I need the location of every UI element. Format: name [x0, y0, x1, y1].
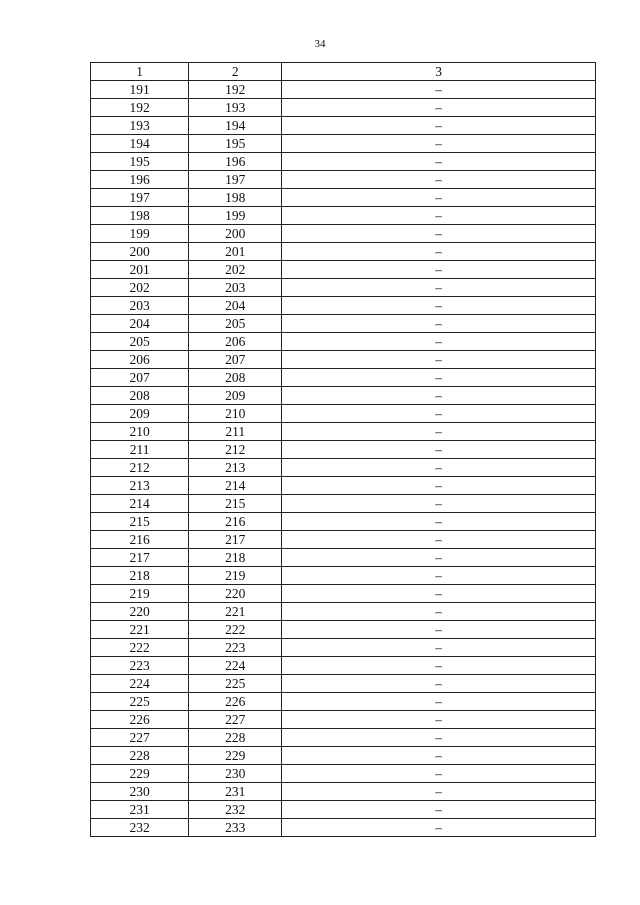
table-row	[91, 819, 596, 837]
table-cell-col-3: –	[282, 315, 596, 333]
table-row	[91, 603, 596, 621]
table-cell-col-3: –	[282, 801, 596, 819]
table-row	[91, 675, 596, 693]
page-number: 34	[314, 38, 326, 50]
table-row	[91, 135, 596, 153]
table-cell-col-2: 216	[189, 513, 282, 531]
table-cell-col-3: –	[282, 99, 596, 117]
table-row	[91, 639, 596, 657]
table-cell-col-1: 224	[91, 675, 189, 693]
table-row	[91, 351, 596, 369]
table-cell-col-1: 195	[91, 153, 189, 171]
table-cell-col-1: 198	[91, 207, 189, 225]
table-cell-col-1: 216	[91, 531, 189, 549]
table-row	[91, 81, 596, 99]
table-cell-col-3: –	[282, 333, 596, 351]
table-row	[91, 729, 596, 747]
table-cell-col-3: –	[282, 639, 596, 657]
table-cell-col-2: 218	[189, 549, 282, 567]
table-cell-col-3: –	[282, 423, 596, 441]
table-header-row	[91, 63, 596, 81]
table-cell-col-2: 197	[189, 171, 282, 189]
table-cell-col-2: 206	[189, 333, 282, 351]
table-cell-col-1: 208	[91, 387, 189, 405]
table-cell-col-3: –	[282, 369, 596, 387]
table-cell-col-3: –	[282, 747, 596, 765]
table-cell-col-3: –	[282, 711, 596, 729]
table-cell-col-2: 224	[189, 657, 282, 675]
table-cell-col-1: 200	[91, 243, 189, 261]
table-cell-col-3: –	[282, 207, 596, 225]
table-row	[91, 783, 596, 801]
table-cell-col-3: –	[282, 261, 596, 279]
table-cell-col-1: 219	[91, 585, 189, 603]
table-cell-col-3: –	[282, 765, 596, 783]
table-cell-col-2: 203	[189, 279, 282, 297]
table-cell-col-2: 217	[189, 531, 282, 549]
table-cell-col-1: 201	[91, 261, 189, 279]
table-cell-col-3: –	[282, 405, 596, 423]
table-row	[91, 315, 596, 333]
table-row	[91, 459, 596, 477]
table-cell-col-3: –	[282, 135, 596, 153]
table-cell-col-3: –	[282, 513, 596, 531]
table-cell-col-2: 214	[189, 477, 282, 495]
table-cell-col-2: 223	[189, 639, 282, 657]
table-row	[91, 621, 596, 639]
table-cell-col-3: –	[282, 495, 596, 513]
table-row	[91, 495, 596, 513]
table-cell-col-1: 210	[91, 423, 189, 441]
table-cell-col-3: –	[282, 819, 596, 837]
table-cell-col-2: 226	[189, 693, 282, 711]
table-row	[91, 531, 596, 549]
table-cell-col-3: –	[282, 693, 596, 711]
table-cell-col-2: 232	[189, 801, 282, 819]
table-cell-col-3: –	[282, 117, 596, 135]
table-cell-col-2: 228	[189, 729, 282, 747]
table-cell-col-1: 217	[91, 549, 189, 567]
table-row	[91, 765, 596, 783]
table-row	[91, 117, 596, 135]
table-cell-col-3: –	[282, 783, 596, 801]
table-row	[91, 207, 596, 225]
table-cell-col-1: 226	[91, 711, 189, 729]
table-cell-col-2: 198	[189, 189, 282, 207]
table-cell-col-1: 227	[91, 729, 189, 747]
table-cell-col-2: 193	[189, 99, 282, 117]
table-cell-col-1: 202	[91, 279, 189, 297]
table-cell-col-2: 211	[189, 423, 282, 441]
table-cell-col-2: 195	[189, 135, 282, 153]
table-row	[91, 549, 596, 567]
table-cell-col-2: 209	[189, 387, 282, 405]
table-cell-col-1: 213	[91, 477, 189, 495]
table-cell-col-2: 200	[189, 225, 282, 243]
table-cell-col-2: 221	[189, 603, 282, 621]
table-cell-col-3: –	[282, 531, 596, 549]
table-cell-col-1: 221	[91, 621, 189, 639]
table-cell-col-2: 210	[189, 405, 282, 423]
table-cell-col-1: 230	[91, 783, 189, 801]
table-cell-col-1: 211	[91, 441, 189, 459]
table-cell-col-2: 196	[189, 153, 282, 171]
table-cell-col-2: 204	[189, 297, 282, 315]
table-row	[91, 261, 596, 279]
table-cell-col-1: 194	[91, 135, 189, 153]
table-row	[91, 585, 596, 603]
table-cell-col-2: 225	[189, 675, 282, 693]
table-row	[91, 693, 596, 711]
table-row	[91, 369, 596, 387]
table-cell-col-3: –	[282, 657, 596, 675]
table-cell-col-1: 223	[91, 657, 189, 675]
table-body	[91, 81, 596, 837]
table-row	[91, 99, 596, 117]
table-cell-col-1: 203	[91, 297, 189, 315]
table-cell-col-3: –	[282, 621, 596, 639]
table-cell-col-2: 220	[189, 585, 282, 603]
table-cell-col-1: 204	[91, 315, 189, 333]
table-row	[91, 801, 596, 819]
table-cell-col-2: 233	[189, 819, 282, 837]
table-header	[91, 63, 596, 81]
table-row	[91, 333, 596, 351]
table-cell-col-3: –	[282, 279, 596, 297]
table-cell-col-1: 218	[91, 567, 189, 585]
table-cell-col-3: –	[282, 567, 596, 585]
table-cell-col-3: –	[282, 603, 596, 621]
table-cell-col-3: –	[282, 675, 596, 693]
table-row	[91, 477, 596, 495]
table-cell-col-1: 231	[91, 801, 189, 819]
table-cell-col-3: –	[282, 729, 596, 747]
table-cell-col-3: –	[282, 585, 596, 603]
table-cell-col-1: 228	[91, 747, 189, 765]
table-row	[91, 405, 596, 423]
table-cell-col-2: 222	[189, 621, 282, 639]
table-cell-col-1: 196	[91, 171, 189, 189]
table-cell-col-1: 220	[91, 603, 189, 621]
table-row	[91, 387, 596, 405]
table-cell-col-1: 232	[91, 819, 189, 837]
table-cell-col-2: 213	[189, 459, 282, 477]
table-cell-col-1: 191	[91, 81, 189, 99]
table-cell-col-2: 227	[189, 711, 282, 729]
table-cell-col-1: 205	[91, 333, 189, 351]
table-cell-col-2: 230	[189, 765, 282, 783]
table-cell-col-2: 199	[189, 207, 282, 225]
column-header-2: 2	[189, 63, 282, 81]
table-cell-col-2: 229	[189, 747, 282, 765]
table-cell-col-1: 209	[91, 405, 189, 423]
table-row	[91, 189, 596, 207]
table-cell-col-3: –	[282, 297, 596, 315]
table-row	[91, 657, 596, 675]
table-cell-col-2: 207	[189, 351, 282, 369]
table-cell-col-2: 215	[189, 495, 282, 513]
table-row	[91, 297, 596, 315]
table-cell-col-2: 208	[189, 369, 282, 387]
table-row	[91, 279, 596, 297]
table-cell-col-3: –	[282, 243, 596, 261]
table-cell-col-2: 212	[189, 441, 282, 459]
table-cell-col-1: 225	[91, 693, 189, 711]
table-row	[91, 711, 596, 729]
table-cell-col-2: 194	[189, 117, 282, 135]
data-table	[90, 62, 596, 837]
table-cell-col-1: 197	[91, 189, 189, 207]
table-cell-col-3: –	[282, 171, 596, 189]
column-header-1: 1	[91, 63, 189, 81]
table-row	[91, 225, 596, 243]
table-cell-col-1: 212	[91, 459, 189, 477]
table-cell-col-2: 192	[189, 81, 282, 99]
table-cell-col-3: –	[282, 153, 596, 171]
table-cell-col-1: 199	[91, 225, 189, 243]
table-row	[91, 423, 596, 441]
table-cell-col-3: –	[282, 351, 596, 369]
table-cell-col-3: –	[282, 441, 596, 459]
table-row	[91, 747, 596, 765]
table-row	[91, 513, 596, 531]
table-cell-col-1: 207	[91, 369, 189, 387]
table-cell-col-1: 229	[91, 765, 189, 783]
table-cell-col-3: –	[282, 225, 596, 243]
table-cell-col-1: 214	[91, 495, 189, 513]
table-cell-col-1: 222	[91, 639, 189, 657]
table-cell-col-3: –	[282, 459, 596, 477]
table-cell-col-2: 231	[189, 783, 282, 801]
table-cell-col-3: –	[282, 549, 596, 567]
table-row	[91, 171, 596, 189]
table-cell-col-3: –	[282, 477, 596, 495]
table-cell-col-1: 206	[91, 351, 189, 369]
table-row	[91, 441, 596, 459]
table-cell-col-2: 202	[189, 261, 282, 279]
table-cell-col-1: 193	[91, 117, 189, 135]
table-row	[91, 567, 596, 585]
table-cell-col-3: –	[282, 387, 596, 405]
table-cell-col-2: 205	[189, 315, 282, 333]
table-cell-col-3: –	[282, 189, 596, 207]
table-cell-col-1: 215	[91, 513, 189, 531]
table-cell-col-2: 201	[189, 243, 282, 261]
table-row	[91, 243, 596, 261]
column-header-3: 3	[282, 63, 596, 81]
table-cell-col-2: 219	[189, 567, 282, 585]
table-cell-col-3: –	[282, 81, 596, 99]
table-cell-col-1: 192	[91, 99, 189, 117]
table-row	[91, 153, 596, 171]
